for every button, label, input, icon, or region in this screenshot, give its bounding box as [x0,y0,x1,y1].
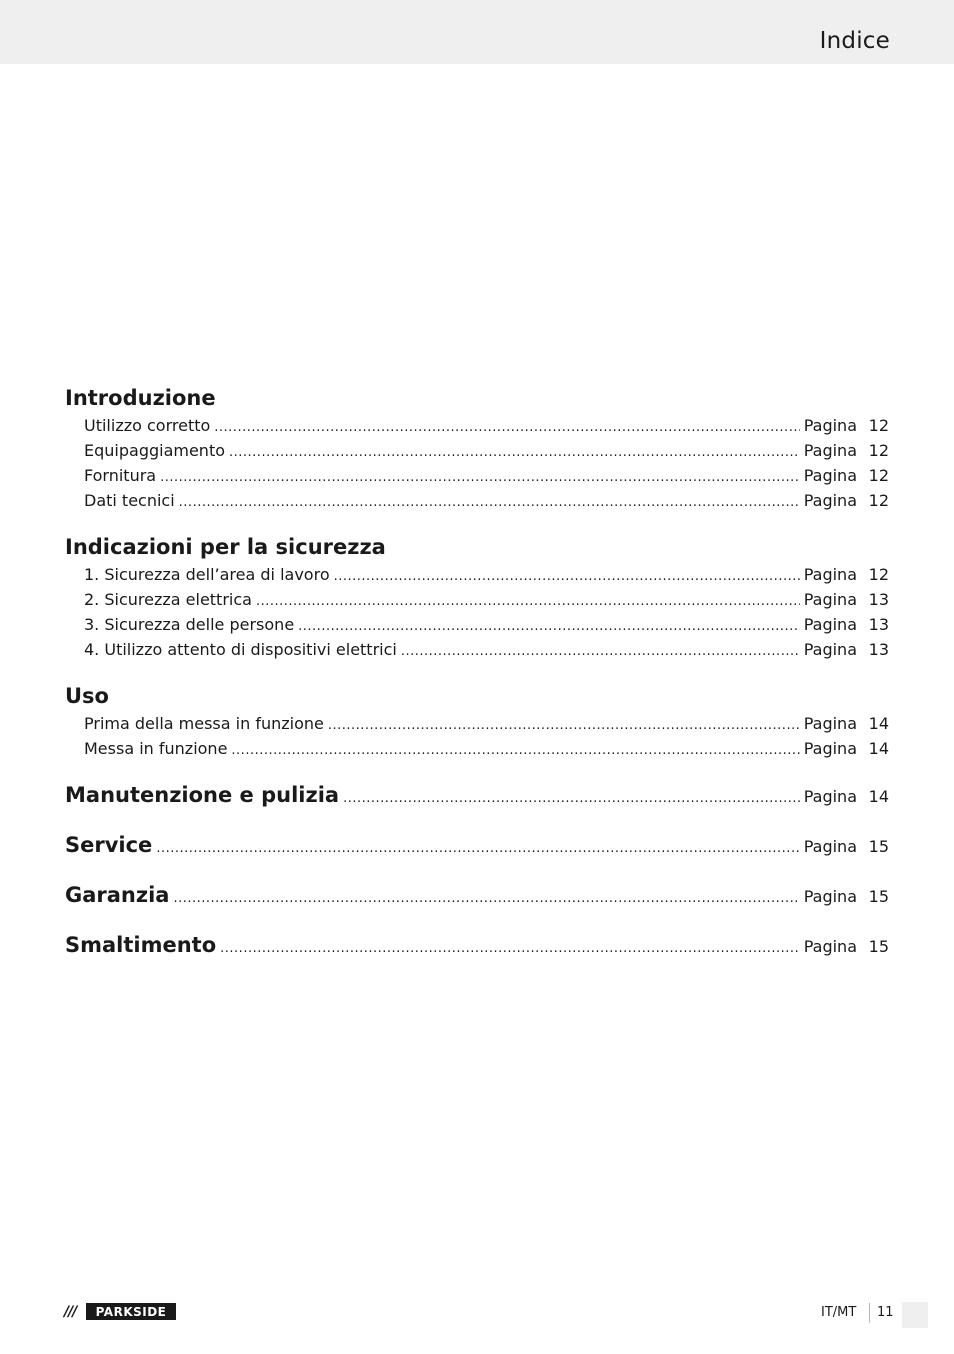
page-word: Pagina [803,714,857,733]
page-word: Pagina [803,491,857,510]
dot-leader [214,415,799,440]
toc-section-garanzia [65,880,889,911]
footer-page-number: 11 [877,1305,894,1320]
entry-label: 3. Sicurezza delle persone [84,615,295,634]
entry-page-number: 15 [868,837,889,856]
entry-label: 4. Utilizzo attento di dispositivi elettrici [84,640,397,659]
major-entry-label: Garanzia [65,883,170,907]
toc-major-entry[interactable] [65,880,889,911]
toc-entry[interactable] [65,463,889,488]
page-word: Pagina [803,887,857,906]
footer-language-code: IT/MT [821,1305,857,1320]
toc-section-sicurezza [65,532,889,662]
dot-leader [256,589,800,614]
page-word: Pagina [803,441,857,460]
toc-entry[interactable] [65,736,889,761]
parkside-logo [64,1303,176,1320]
toc-entry[interactable] [65,488,889,513]
dot-leader [334,564,800,589]
footer-divider [869,1303,870,1323]
dot-leader [231,738,799,763]
page-word: Pagina [803,640,857,659]
entry-label: Dati tecnici [84,491,175,510]
entry-page-number: 14 [868,714,889,733]
page-word: Pagina [803,837,857,856]
logo-wordmark: PARKSIDE [86,1303,176,1320]
page-word: Pagina [803,590,857,609]
toc-major-entry[interactable] [65,780,889,811]
toc-major-entry[interactable] [65,930,889,961]
dot-leader [220,933,800,964]
toc-section-manutenzione [65,780,889,811]
page-header [0,0,954,64]
toc-section-introduzione [65,383,889,513]
entry-page-number: 13 [868,640,889,659]
toc-entry[interactable] [65,711,889,736]
entry-label: 1. Sicurezza dell’area di lavoro [84,565,330,584]
dot-leader [229,440,800,465]
entry-label: Utilizzo corretto [84,416,211,435]
major-entry-label: Service [65,833,153,857]
entry-label: Messa in funzione [84,739,228,758]
toc-entry[interactable] [65,612,889,637]
dot-leader [160,465,800,490]
toc-section-service [65,830,889,861]
entry-label: Equipaggiamento [84,441,226,460]
toc-entry[interactable] [65,637,889,662]
section-title: Indicazioni per la sicurezza [65,535,386,559]
section-title: Uso [65,684,109,708]
page-word: Pagina [803,416,857,435]
toc-section-uso [65,681,889,761]
entry-page-number: 13 [868,615,889,634]
entry-page-number: 13 [868,590,889,609]
dot-leader [179,490,800,515]
toc-major-entry[interactable] [65,830,889,861]
dot-leader [298,614,800,639]
page-word: Pagina [803,615,857,634]
logo-slashes-icon: /// [64,1303,77,1320]
dot-leader [173,883,799,914]
page-title: Indice [819,28,890,54]
toc-entry[interactable] [65,587,889,612]
entry-page-number: 14 [868,787,889,806]
entry-page-number: 12 [868,441,889,460]
entry-page-number: 15 [868,937,889,956]
dot-leader [156,833,799,864]
entry-page-number: 12 [868,491,889,510]
major-entry-label: Manutenzione e pulizia [65,783,340,807]
toc-entry[interactable] [65,562,889,587]
dot-leader [343,783,800,814]
entry-label: Fornitura [84,466,157,485]
toc-entry[interactable] [65,413,889,438]
entry-page-number: 15 [868,887,889,906]
dot-leader [328,713,800,738]
entry-label: Prima della messa in funzione [84,714,324,733]
page-word: Pagina [803,739,857,758]
entry-page-number: 12 [868,416,889,435]
toc-entry[interactable] [65,438,889,463]
page-word: Pagina [803,937,857,956]
entry-label: 2. Sicurezza elettrica [84,590,252,609]
entry-page-number: 14 [868,739,889,758]
page-word: Pagina [803,565,857,584]
page-word: Pagina [803,787,857,806]
major-entry-label: Smaltimento [65,933,217,957]
entry-page-number: 12 [868,565,889,584]
dot-leader [401,639,800,664]
toc-section-smaltimento [65,930,889,961]
entry-page-number: 12 [868,466,889,485]
table-of-contents [65,383,889,980]
page-word: Pagina [803,466,857,485]
footer-tab-marker [902,1302,928,1328]
section-title: Introduzione [65,386,216,410]
